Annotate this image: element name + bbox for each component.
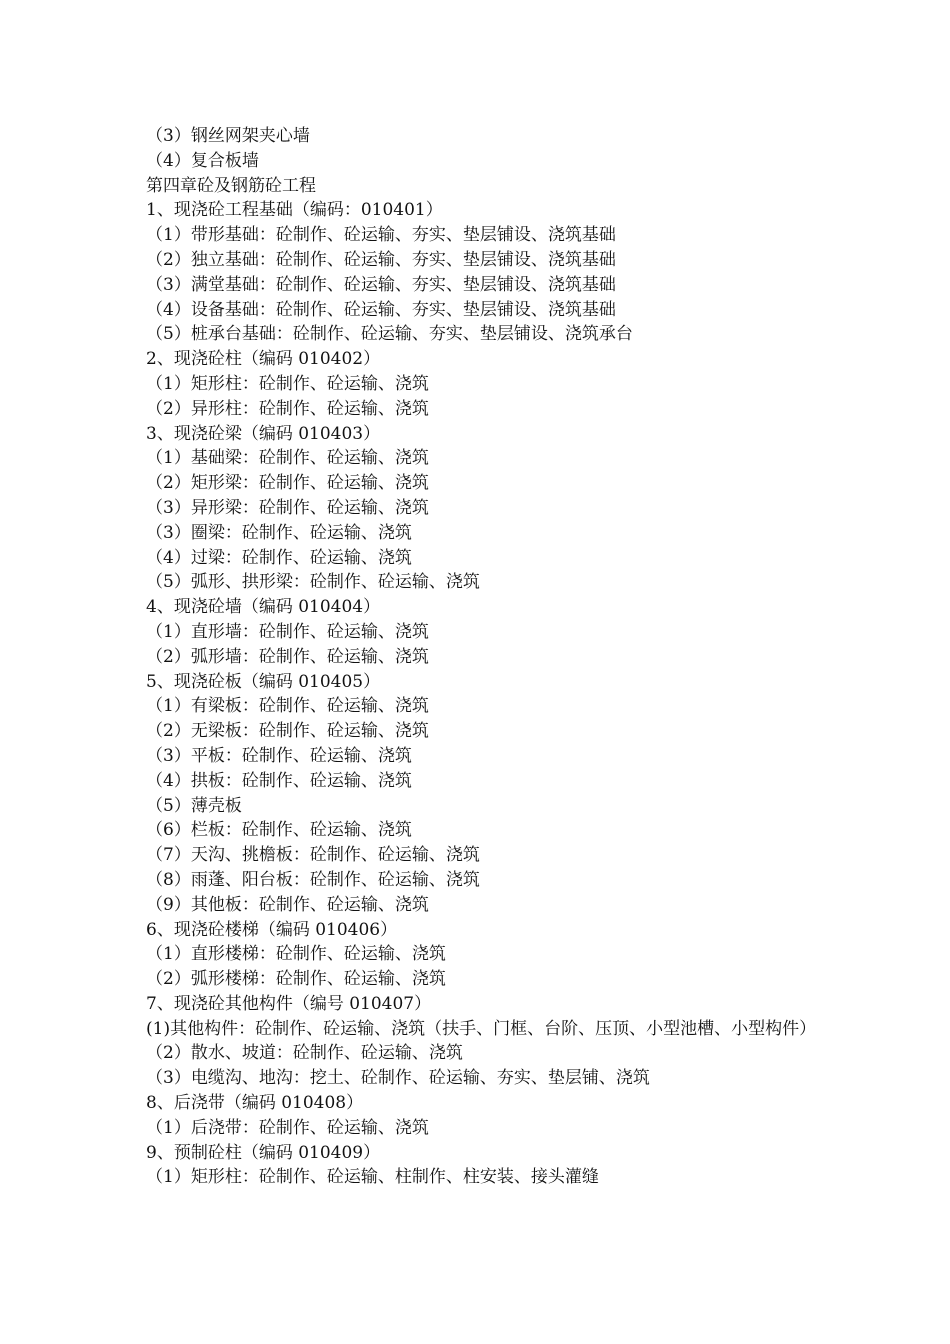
text-line: （2）无梁板：砼制作、砼运输、浇筑 (146, 721, 429, 742)
text-line: （1）后浇带：砼制作、砼运输、浇筑 (146, 1117, 429, 1138)
section-heading: 2、现浇砼柱（编码 010402） (146, 349, 381, 370)
text-line: （3）平板：砼制作、砼运输、浇筑 (146, 745, 412, 766)
text-line: （9）其他板：砼制作、砼运输、浇筑 (146, 894, 429, 915)
text-line: （2）独立基础：砼制作、砼运输、夯实、垫层铺设、浇筑基础 (146, 249, 616, 270)
text-line: （7）天沟、挑檐板：砼制作、砼运输、浇筑 (146, 845, 480, 866)
text-line: （4）设备基础：砼制作、砼运输、夯实、垫层铺设、浇筑基础 (146, 299, 616, 320)
text-line: （2）弧形楼梯：砼制作、砼运输、浇筑 (146, 969, 446, 990)
text-line: （1）直形墙：砼制作、砼运输、浇筑 (146, 621, 429, 642)
text-line: (1)其他构件：砼制作、砼运输、浇筑（扶手、门框、台阶、压顶、小型池槽、小型构件） (146, 1018, 817, 1039)
text-line: （3）电缆沟、地沟：挖土、砼制作、砼运输、夯实、垫层铺、浇筑 (146, 1068, 650, 1089)
text-line: （1）基础梁：砼制作、砼运输、浇筑 (146, 448, 429, 469)
text-line: （2）弧形墙：砼制作、砼运输、浇筑 (146, 646, 429, 667)
section-heading: 6、现浇砼楼梯（编码 010406） (146, 919, 398, 940)
text-line: （3）满堂基础：砼制作、砼运输、夯实、垫层铺设、浇筑基础 (146, 274, 616, 295)
text-line: （5）桩承台基础：砼制作、砼运输、夯实、垫层铺设、浇筑承台 (146, 324, 633, 345)
text-line: （1）带形基础：砼制作、砼运输、夯实、垫层铺设、浇筑基础 (146, 225, 616, 246)
text-line: （8）雨蓬、阳台板：砼制作、砼运输、浇筑 (146, 869, 480, 890)
section-heading: 9、预制砼柱（编码 010409） (146, 1142, 381, 1163)
section-heading: 8、后浇带（编码 010408） (146, 1093, 364, 1114)
text-line: （1）直形楼梯：砼制作、砼运输、浇筑 (146, 944, 446, 965)
text-line: （5）薄壳板 (146, 795, 242, 816)
text-line: （2）异形柱：砼制作、砼运输、浇筑 (146, 398, 429, 419)
text-line: （5）弧形、拱形梁：砼制作、砼运输、浇筑 (146, 572, 480, 593)
section-heading: 3、现浇砼梁（编码 010403） (146, 423, 381, 444)
text-line: （1）有梁板：砼制作、砼运输、浇筑 (146, 696, 429, 717)
text-line: （4）过梁：砼制作、砼运输、浇筑 (146, 547, 412, 568)
text-line: （1）矩形柱：砼制作、砼运输、柱制作、柱安装、接头灌缝 (146, 1167, 599, 1188)
section-heading: 1、现浇砼工程基础（编码：010401） (146, 200, 443, 221)
text-line: （4）拱板：砼制作、砼运输、浇筑 (146, 770, 412, 791)
section-heading: 5、现浇砼板（编码 010405） (146, 671, 381, 692)
text-line: （3）异形梁：砼制作、砼运输、浇筑 (146, 497, 429, 518)
document-page (146, 124, 816, 1190)
text-line: （2）散水、坡道：砼制作、砼运输、浇筑 (146, 1043, 463, 1064)
text-line: （6）栏板：砼制作、砼运输、浇筑 (146, 820, 412, 841)
chapter-heading: 第四章砼及钢筋砼工程 (146, 175, 316, 196)
text-line: （3）圈梁：砼制作、砼运输、浇筑 (146, 522, 412, 543)
section-heading: 7、现浇砼其他构件（编号 010407） (146, 993, 432, 1014)
text-line: （2）矩形梁：砼制作、砼运输、浇筑 (146, 473, 429, 494)
text-line: （3）钢丝网架夹心墙 (146, 126, 310, 146)
text-line: （4）复合板墙 (146, 150, 259, 171)
text-line: （1）矩形柱：砼制作、砼运输、浇筑 (146, 373, 429, 394)
section-heading: 4、现浇砼墙（编码 010404） (146, 597, 381, 618)
